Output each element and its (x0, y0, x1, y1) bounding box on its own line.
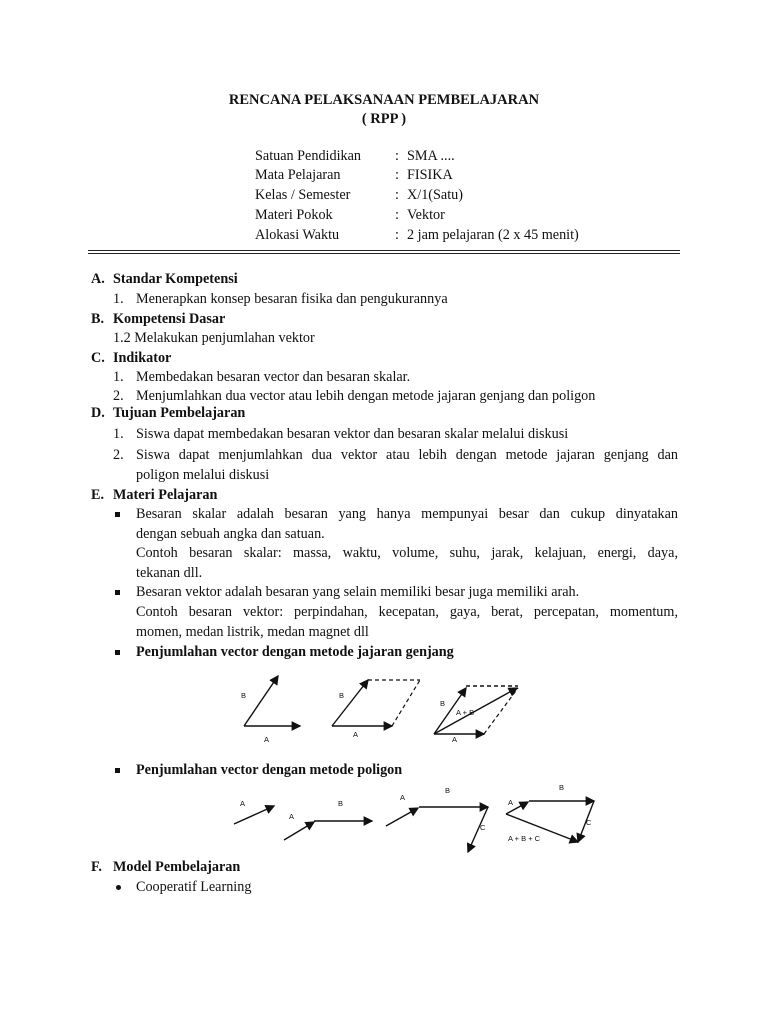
document-subtitle: ( RPP ) (361, 111, 407, 127)
square-bullet-icon (115, 768, 120, 773)
section-letter: D. (91, 405, 105, 421)
materi-subheading: Penjumlahan vector dengan metode jajaran genjang (136, 644, 454, 660)
vector-pair-figure (241, 676, 300, 744)
vector-label-a: A (452, 735, 458, 744)
resultant-label: A + B + C (508, 834, 541, 843)
identity-label: Alokasi Waktu (255, 227, 340, 243)
vector-label-b: B (339, 691, 345, 700)
list-item: Menjumlahkan dua vector atau lebih dengan metode jajaran genjang dan poligon (136, 388, 596, 404)
square-bullet-icon (115, 590, 120, 595)
vector-label-b: B (445, 786, 451, 795)
materi-text: Besaran skalar adalah besaran yang hanya mempunyai besar dan cukup dinyatakan (136, 506, 678, 522)
identity-value: FISIKA (407, 167, 453, 183)
vector-label-a: A (400, 793, 406, 802)
section-letter: C. (91, 350, 105, 366)
square-bullet-icon (115, 512, 120, 517)
identity-value: Vektor (407, 207, 445, 223)
section-title-model: Model Pembelajaran (113, 859, 241, 875)
materi-text: momen, medan listrik, medan magnet dll (136, 624, 369, 640)
parallelogram-method-figure (228, 668, 528, 754)
materi-text: Contoh besaran vektor: perpindahan, kecepatan, gaya, berat, percepatan, momentum, (136, 604, 678, 620)
section-letter: E. (91, 487, 105, 503)
parallelogram-construction (332, 680, 420, 739)
section-letter: F. (91, 859, 102, 875)
list-item: Menerapkan konsep besaran fisika dan pengukurannya (136, 291, 448, 307)
vector-label-a: A (264, 735, 270, 744)
section-letter: A. (91, 271, 105, 287)
identity-value: SMA .... (407, 148, 455, 164)
identity-label: Kelas / Semester (255, 187, 351, 203)
list-number: 1. (113, 426, 124, 442)
round-bullet-icon (116, 885, 121, 890)
header-divider (88, 250, 680, 254)
vector-label-b: B (559, 783, 565, 792)
list-item: Membedakan besaran vector dan besaran skalar. (136, 369, 411, 385)
vector-label-b: B (241, 691, 247, 700)
materi-text: Besaran vektor adalah besaran yang selain memiliki besar juga memiliki arah. (136, 584, 580, 600)
vector-label-a: A (508, 798, 514, 807)
section-title-tujuan: Tujuan Pembelajaran (113, 405, 246, 421)
list-number: 2. (113, 447, 124, 463)
identity-colon: : (395, 207, 399, 223)
polygon-resultant (506, 783, 594, 843)
identity-value: X/1(Satu) (407, 187, 463, 203)
identity-colon: : (395, 167, 399, 183)
identity-colon: : (395, 187, 399, 203)
vector-label-c: C (586, 818, 592, 827)
document-title: RENCANA PELAKSANAAN PEMBELAJARAN (228, 92, 540, 108)
resultant-label: A + B (456, 708, 475, 717)
section-letter: B. (91, 311, 105, 327)
polygon-sum-abc (386, 786, 488, 852)
list-item: Siswa dapat menjumlahkan dua vektor atau lebih dengan metode jajaran genjang dan (136, 447, 678, 463)
list-item: Cooperatif Learning (136, 879, 252, 895)
identity-label: Mata Pelajaran (255, 167, 341, 183)
vector-label-a: A (240, 799, 246, 808)
identity-colon: : (395, 148, 399, 164)
polygon-vector-a (234, 799, 274, 824)
list-number: 1. (113, 291, 124, 307)
vector-label-a: A (289, 812, 295, 821)
identity-label: Satuan Pendidikan (255, 148, 361, 164)
list-number: 1. (113, 369, 124, 385)
identity-value: 2 jam pelajaran (2 x 45 menit) (407, 227, 579, 243)
section-title-materi: Materi Pelajaran (113, 487, 218, 503)
section-title-kompetensi-dasar: Kompetensi Dasar (113, 311, 226, 327)
list-number: 2. (113, 388, 124, 404)
square-bullet-icon (115, 650, 120, 655)
list-item-continuation: poligon melalui diskusi (136, 467, 270, 483)
section-title-indikator: Indikator (113, 350, 172, 366)
polygon-sum-ab (284, 799, 372, 840)
vector-label-b: B (338, 799, 344, 808)
identity-colon: : (395, 227, 399, 243)
materi-text: tekanan dll. (136, 565, 203, 581)
section-title-standar-kompetensi: Standar Kompetensi (113, 271, 238, 287)
kompetensi-dasar-text: 1.2 Melakukan penjumlahan vektor (113, 330, 315, 346)
identity-label: Materi Pokok (255, 207, 333, 223)
vector-label-b: B (440, 699, 446, 708)
list-item: Siswa dapat membedakan besaran vektor dan besaran skalar melalui diskusi (136, 426, 569, 442)
materi-subheading: Penjumlahan vector dengan metode poligon (136, 762, 403, 778)
vector-label-a: A (353, 730, 359, 739)
materi-text: dengan sebuah angka dan satuan. (136, 526, 325, 542)
materi-text: Contoh besaran skalar: massa, waktu, volume, suhu, jarak, kelajuan, energi, daya, (136, 545, 678, 561)
vector-label-c: C (480, 823, 486, 832)
polygon-method-figure (226, 780, 606, 858)
parallelogram-resultant (434, 686, 518, 744)
